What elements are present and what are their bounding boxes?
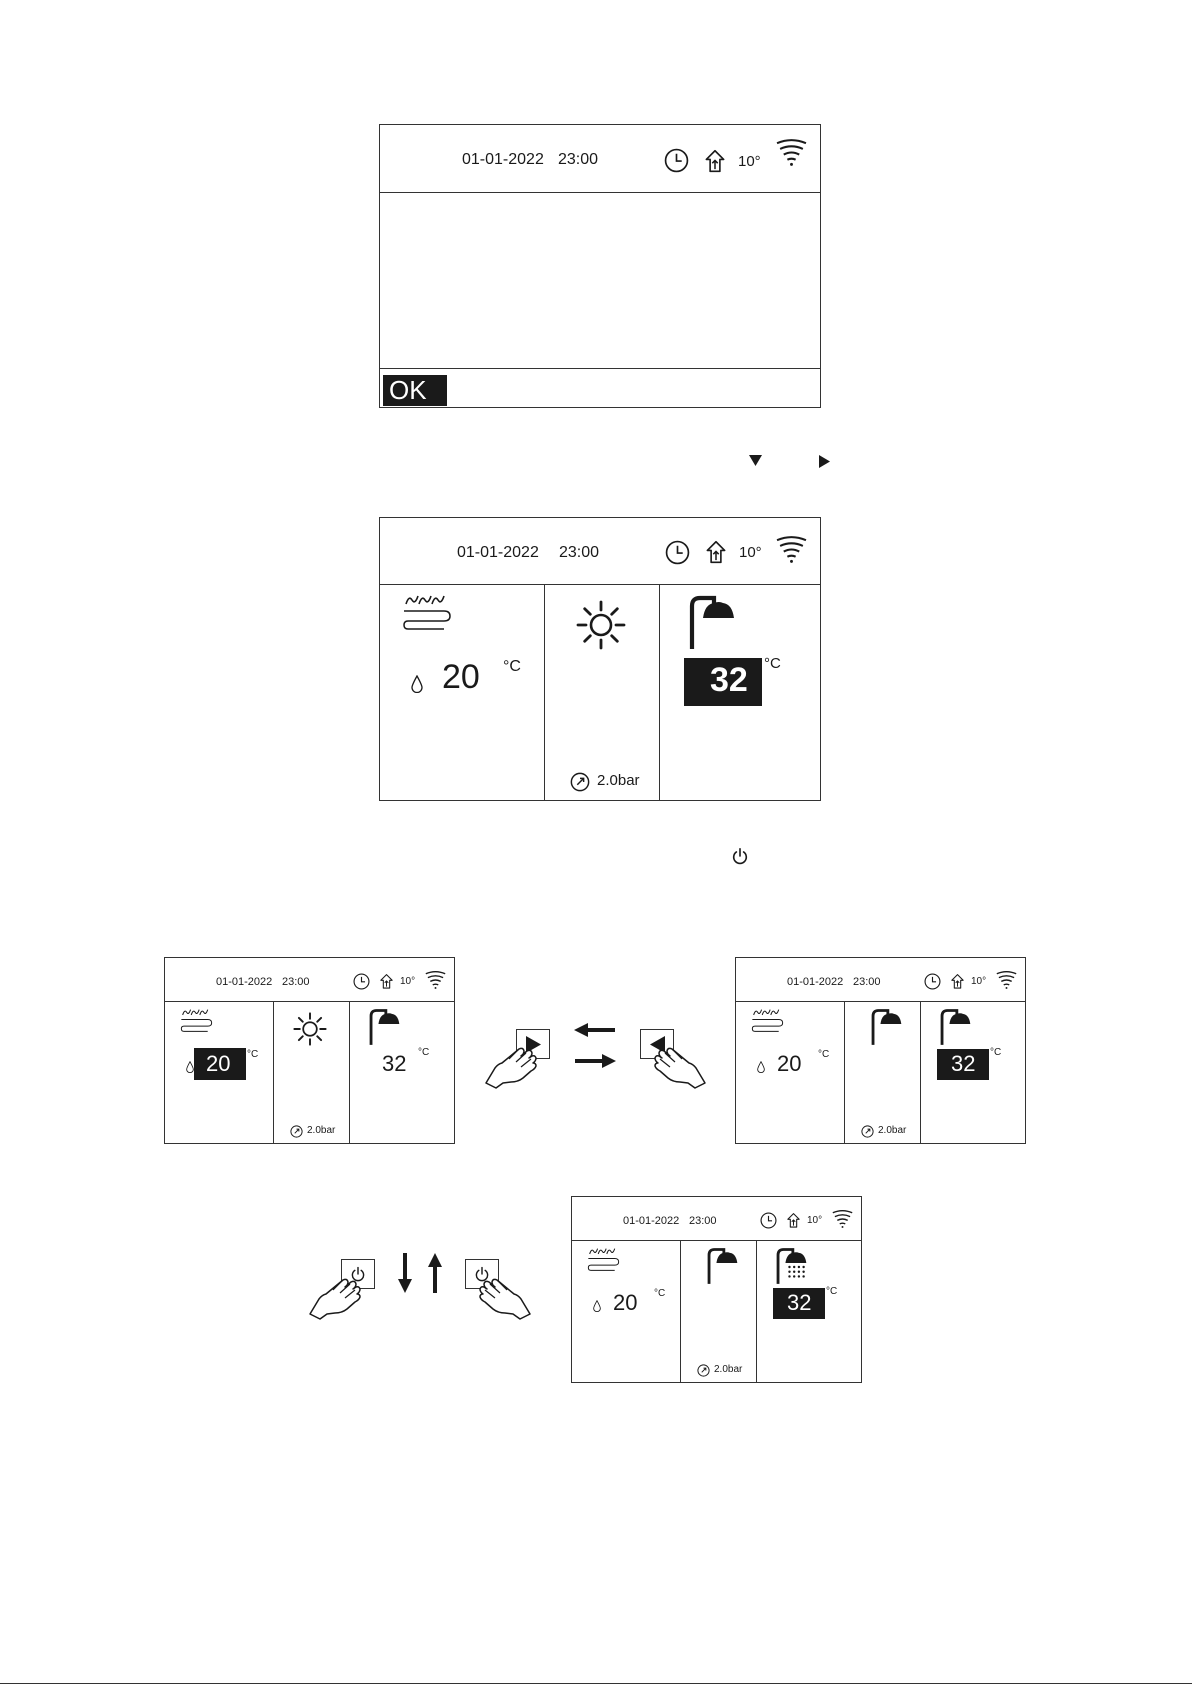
date-text: 01-01-2022 xyxy=(623,1215,680,1227)
temp-unit: °C xyxy=(764,655,781,672)
zone-dhw[interactable] xyxy=(756,1241,863,1382)
pressure-text: 2.0bar xyxy=(714,1364,743,1375)
house-arrow-icon xyxy=(702,147,728,174)
house-arrow-icon xyxy=(703,538,729,565)
outdoor-temp: 10° xyxy=(807,1215,823,1226)
zone-temp: 20 xyxy=(613,1290,638,1315)
zone-temp: 20 xyxy=(777,1051,802,1076)
house-arrow-icon xyxy=(378,972,395,990)
wifi-icon xyxy=(832,1210,853,1228)
arrow-up-icon xyxy=(428,1253,442,1293)
outdoor-temp: 10° xyxy=(400,976,416,987)
temp-unit: °C xyxy=(826,1286,838,1297)
time-text: 23:00 xyxy=(689,1215,717,1227)
shower-icon xyxy=(367,1007,402,1045)
hand-press-right-icon xyxy=(483,1037,543,1089)
pressure-gauge-icon xyxy=(290,1125,303,1138)
shower-running-icon xyxy=(774,1246,809,1284)
screen-heating-selected xyxy=(164,957,455,1144)
temp-unit: °C xyxy=(418,1047,430,1058)
water-drop-icon xyxy=(757,1061,765,1073)
screen-ok xyxy=(379,124,821,408)
water-drop-icon xyxy=(186,1061,194,1073)
sun-icon xyxy=(576,600,626,650)
zone-mode[interactable] xyxy=(844,1002,920,1143)
status-bar xyxy=(736,958,1025,1002)
zone-area xyxy=(572,1241,861,1382)
pressure-gauge-icon xyxy=(861,1125,874,1138)
time-text: 23:00 xyxy=(853,976,881,988)
status-bar xyxy=(165,958,454,1002)
right-triangle-icon xyxy=(819,455,830,468)
zone-temp: 20 xyxy=(206,1051,231,1076)
water-drop-icon xyxy=(411,675,423,693)
zone-area xyxy=(380,585,820,800)
zone-heating[interactable] xyxy=(736,1002,844,1143)
zone-temp: 20 xyxy=(442,658,480,696)
date-text: 01-01-2022 xyxy=(457,544,539,561)
hand-press-left-icon xyxy=(648,1037,708,1089)
clock-icon xyxy=(924,973,941,990)
clock-icon xyxy=(760,1212,777,1229)
time-text: 23:00 xyxy=(558,151,599,168)
dhw-temp: 32 xyxy=(710,661,748,699)
zone-mode[interactable] xyxy=(544,585,659,800)
shower-icon xyxy=(705,1246,740,1284)
screen-dhw-running xyxy=(571,1196,862,1383)
temp-unit: °C xyxy=(990,1047,1002,1058)
pressure-gauge-icon xyxy=(697,1364,710,1377)
date-text: 01-01-2022 xyxy=(787,976,844,988)
zone-heating[interactable] xyxy=(380,585,544,800)
dhw-temp: 32 xyxy=(787,1290,812,1315)
outdoor-temp: 10° xyxy=(971,976,987,987)
house-arrow-icon xyxy=(785,1211,802,1229)
zone-dhw[interactable] xyxy=(349,1002,456,1143)
zone-heating[interactable] xyxy=(165,1002,273,1143)
pressure-text: 2.0bar xyxy=(597,772,640,789)
outdoor-temp: 10° xyxy=(738,153,761,170)
sun-icon xyxy=(293,1012,327,1046)
wifi-icon xyxy=(776,139,807,166)
clock-icon xyxy=(353,973,370,990)
house-arrow-icon xyxy=(949,972,966,990)
down-triangle-icon xyxy=(749,455,762,467)
page-bottom-rule xyxy=(0,1683,1192,1684)
zone-dhw[interactable] xyxy=(659,585,822,800)
status-bar xyxy=(380,125,820,193)
shower-icon xyxy=(938,1007,973,1045)
arrow-left-icon xyxy=(574,1023,616,1037)
dhw-temp: 32 xyxy=(951,1051,976,1076)
zone-area xyxy=(736,1002,1025,1143)
hand-press-power-icon xyxy=(473,1268,533,1320)
hand-press-power-icon xyxy=(307,1268,367,1320)
floor-heating-icon xyxy=(587,1246,620,1275)
date-text: 01-01-2022 xyxy=(216,976,273,988)
temp-unit: °C xyxy=(818,1049,830,1060)
floor-heating-icon xyxy=(402,592,452,636)
time-text: 23:00 xyxy=(559,544,600,561)
zone-heating[interactable] xyxy=(572,1241,680,1382)
temp-unit: °C xyxy=(503,658,521,675)
zone-dhw[interactable] xyxy=(920,1002,1027,1143)
temp-unit: °C xyxy=(654,1288,666,1299)
zone-mode[interactable] xyxy=(273,1002,349,1143)
ok-button[interactable]: OK xyxy=(383,375,447,406)
shower-icon xyxy=(869,1007,904,1045)
arrow-down-icon xyxy=(398,1253,412,1293)
time-text: 23:00 xyxy=(282,976,310,988)
pressure-text: 2.0bar xyxy=(878,1125,907,1136)
wifi-icon xyxy=(996,971,1017,989)
clock-icon xyxy=(664,148,689,173)
wifi-icon xyxy=(425,971,446,989)
outdoor-temp: 10° xyxy=(739,544,762,561)
pressure-text: 2.0bar xyxy=(307,1125,336,1136)
zone-mode[interactable] xyxy=(680,1241,756,1382)
dhw-temp: 32 xyxy=(382,1051,407,1076)
arrow-right-icon xyxy=(574,1054,616,1068)
floor-heating-icon xyxy=(180,1007,213,1036)
water-drop-icon xyxy=(593,1300,601,1312)
screen-dhw-selected xyxy=(735,957,1026,1144)
clock-icon xyxy=(665,540,690,565)
status-bar xyxy=(380,518,820,585)
footer-bar xyxy=(380,368,820,369)
pressure-gauge-icon xyxy=(570,772,590,792)
power-icon xyxy=(731,847,749,865)
screen-main xyxy=(379,517,821,801)
shower-icon xyxy=(686,593,738,649)
zone-area xyxy=(165,1002,454,1143)
wifi-icon xyxy=(776,536,807,563)
date-text: 01-01-2022 xyxy=(462,151,544,168)
status-bar xyxy=(572,1197,861,1241)
temp-unit: °C xyxy=(247,1049,259,1060)
floor-heating-icon xyxy=(751,1007,784,1036)
